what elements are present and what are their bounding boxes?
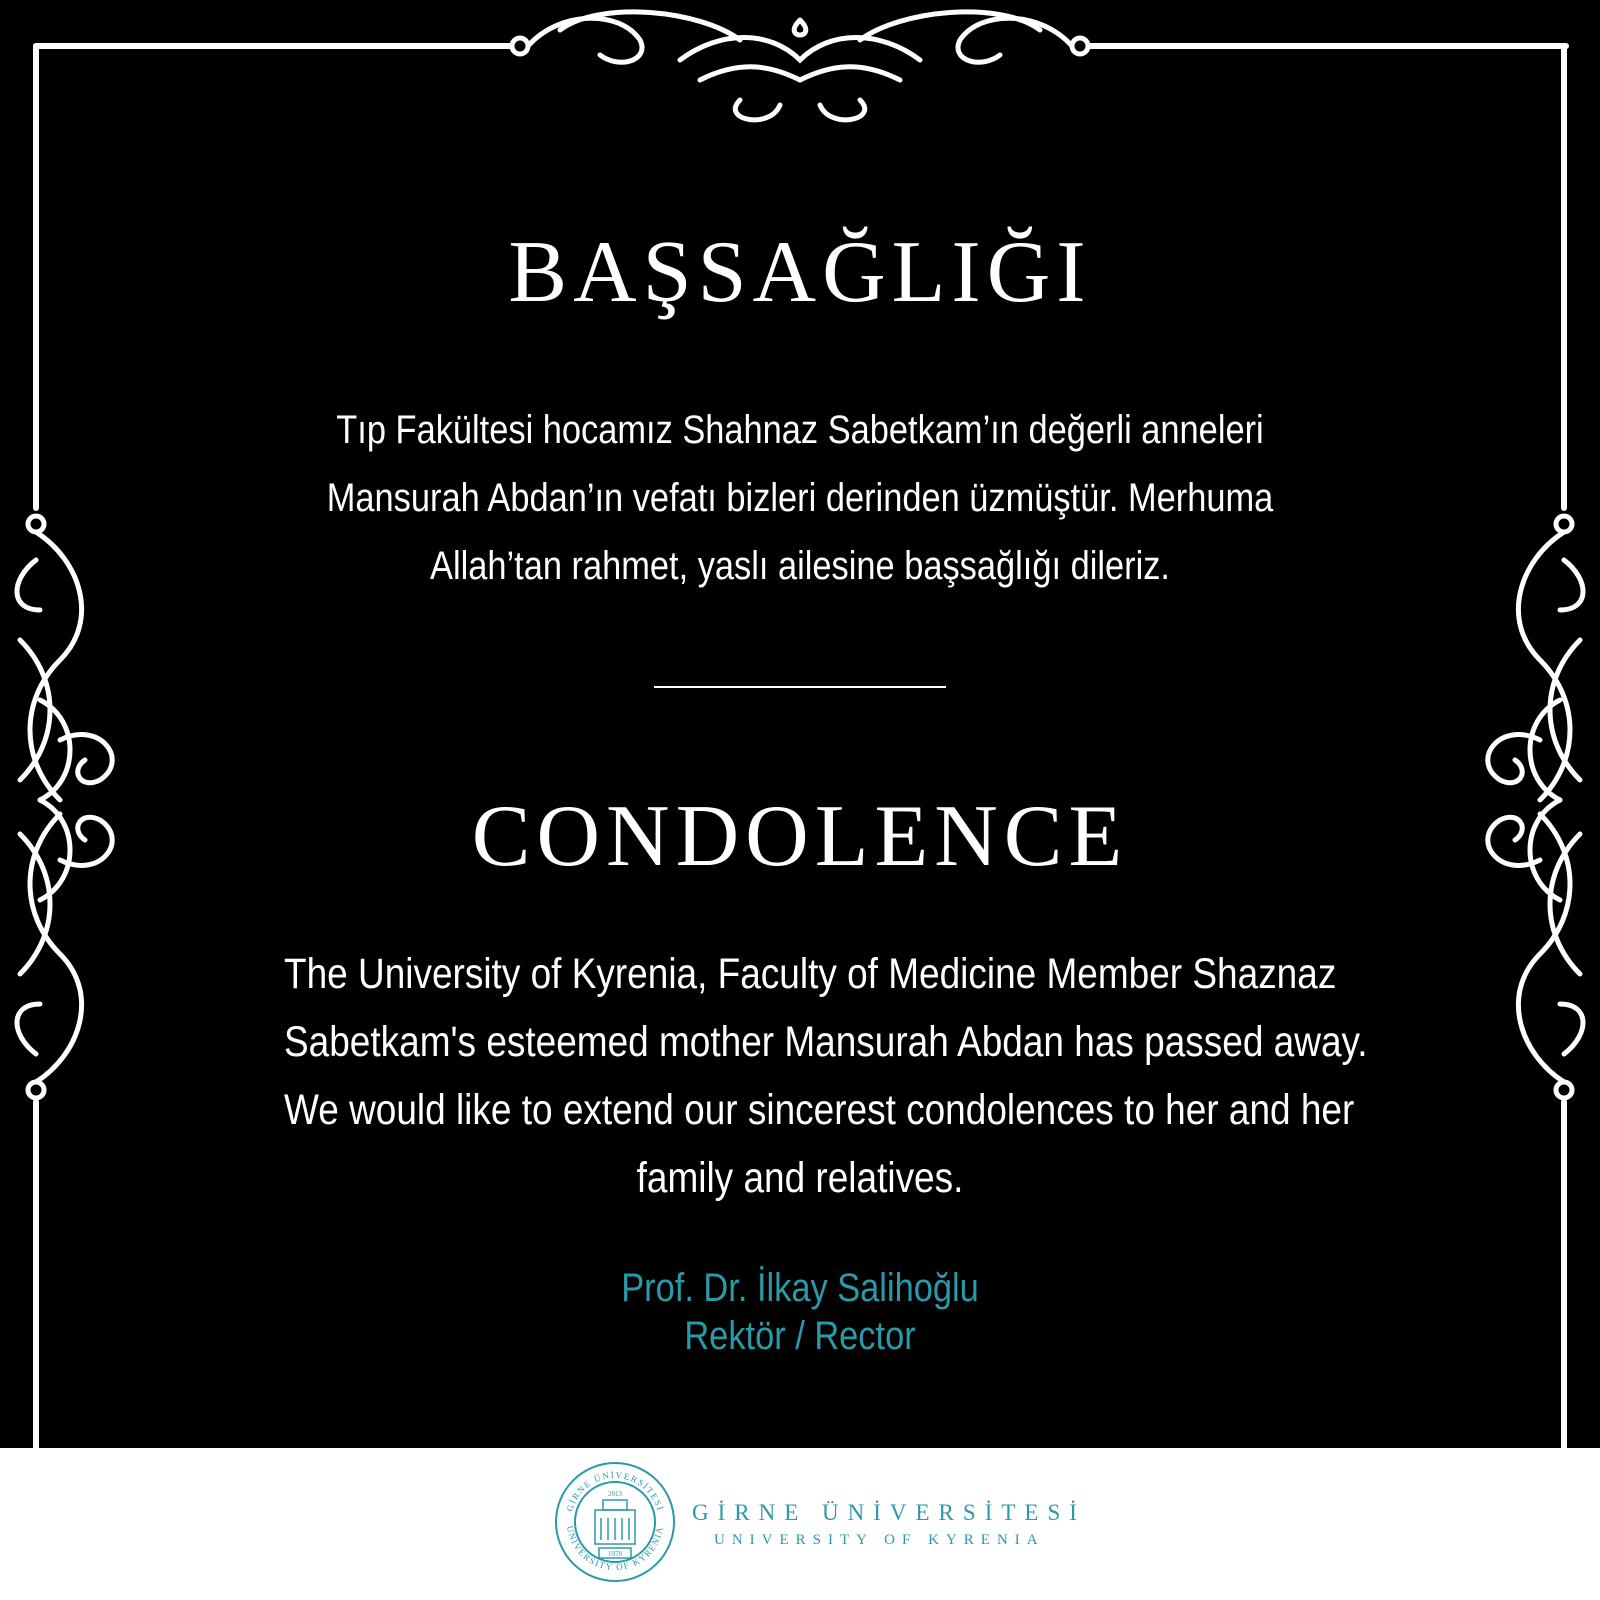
turkish-message-line: Tıp Fakültesi hocamız Shahnaz Sabetkam’ın değerli anneleri — [336, 408, 1264, 452]
turkish-title: BAŞSAĞLIĞI — [508, 224, 1092, 321]
university-seal-icon — [553, 1460, 677, 1584]
english-message — [284, 940, 1368, 1212]
svg-text:1978: 1978 — [608, 1550, 622, 1558]
svg-text:GİRNE ÜNİVERSİTESİ: GİRNE ÜNİVERSİTESİ — [564, 1469, 666, 1513]
turkish-message — [284, 396, 1316, 600]
svg-text:2013: 2013 — [608, 1490, 622, 1498]
turkish-message-line: Mansurah Abdan’ın vefatı bizleri derinden üzmüştür. Merhuma — [326, 476, 1274, 520]
signatory-name: Prof. Dr. İlkay Salihoğlu — [621, 1266, 979, 1310]
turkish-message-line: Allah’tan rahmet, yaslı ailesine başsağlığı dileriz. — [430, 544, 1170, 588]
english-message-line: The University of Kyrenia, Faculty of Medicine Member Shaznaz — [284, 950, 1337, 998]
english-message-line: family and relatives. — [636, 1154, 964, 1202]
brand-name-english: UNIVERSITY OF KYRENIA — [714, 1532, 1045, 1548]
english-message-line: Sabetkam's esteemed mother Mansurah Abdan has passed away. — [284, 1018, 1368, 1066]
signatory-role: Rektör / Rector — [684, 1314, 916, 1358]
svg-text:UNIVERSITY OF KYRENIA: UNIVERSITY OF KYRENIA — [565, 1525, 665, 1573]
section-divider — [654, 686, 946, 688]
english-title: CONDOLENCE — [471, 788, 1129, 885]
english-message-line: We would like to extend our sincerest condolences to her and her — [284, 1086, 1355, 1134]
brand-name-turkish: GİRNE ÜNİVERSİTESİ — [692, 1500, 1086, 1525]
